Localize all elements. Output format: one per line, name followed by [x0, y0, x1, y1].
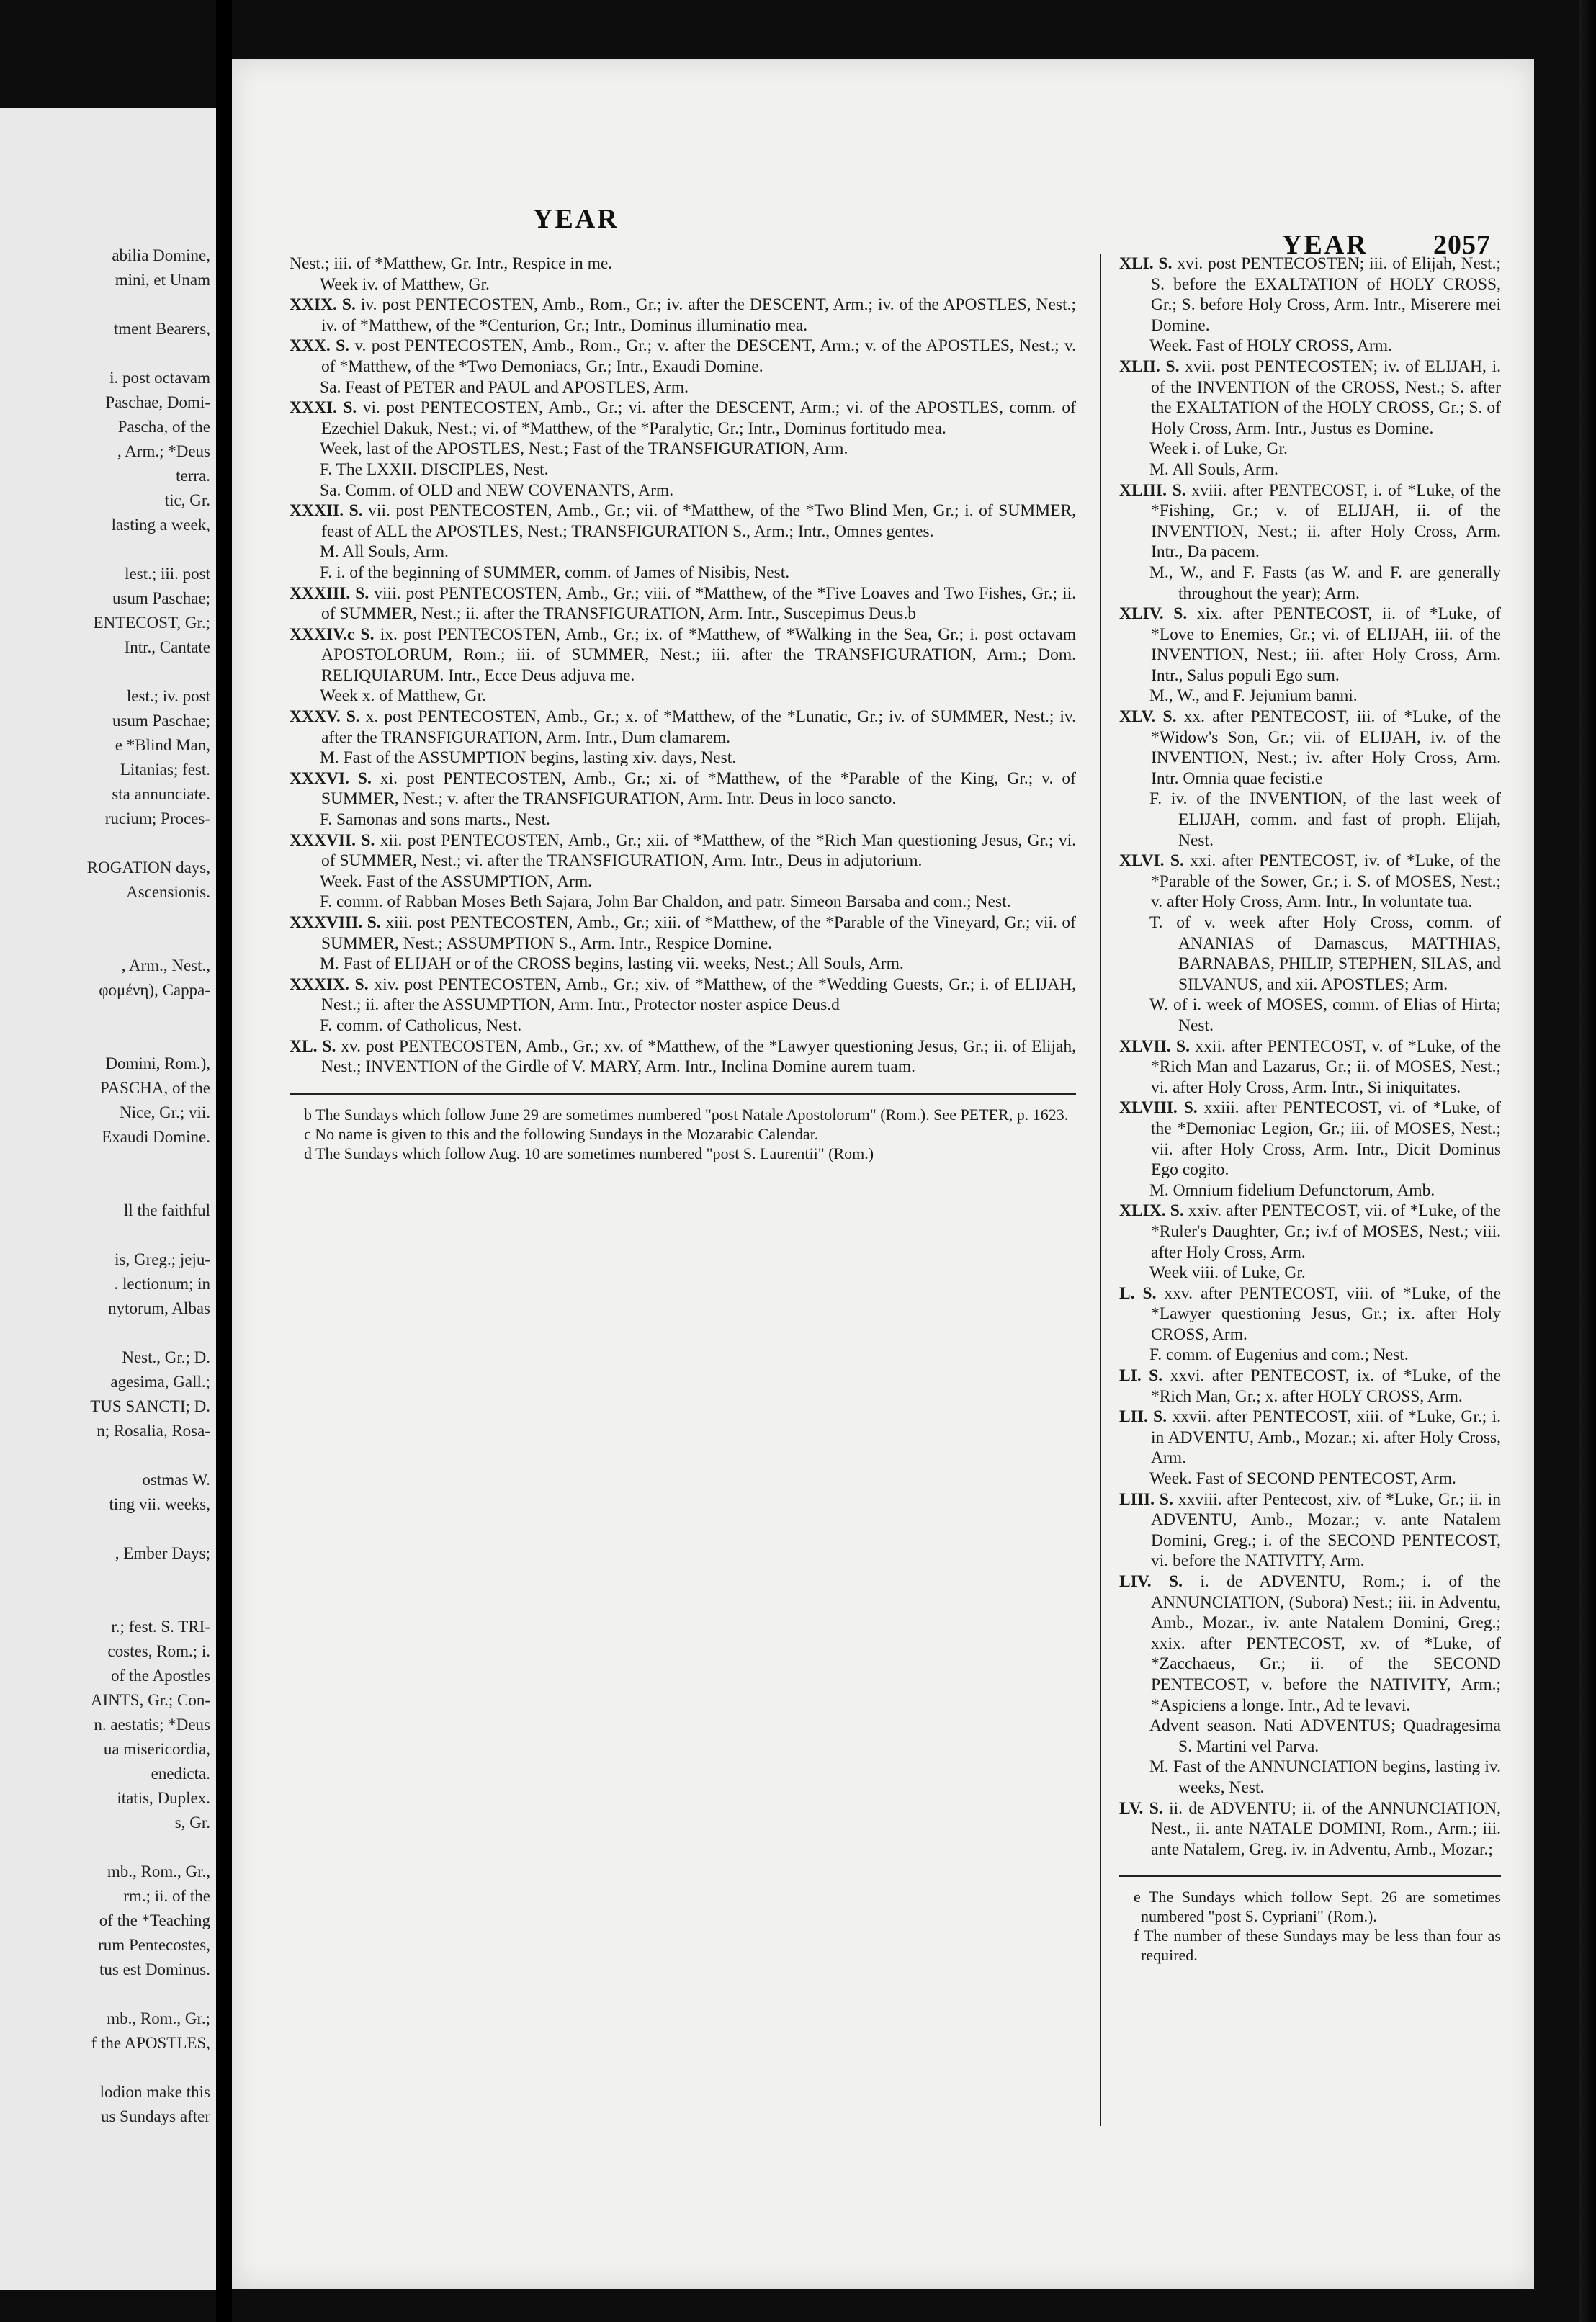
calendar-note: [1119, 686, 1501, 707]
calendar-note: [1119, 1716, 1501, 1757]
facing-page-line: lasting a week,: [111, 516, 210, 534]
entry-number: XXXVIII. S.: [290, 913, 381, 932]
facing-page-line: tic, Gr.: [164, 491, 210, 509]
entry-text: v. post PENTECOSTEN, Amb., Rom., Gr.; v. after the DESCENT, Arm.; v. of the APOSTLES, Nest.; v. of *Matthew, of the *Two Demoniacs, Gr.; Intr., Exaudi Domine.: [321, 336, 1077, 376]
entry-text: W. of i. week of MOSES, comm. of Elias of Hirta; Nest.: [1149, 995, 1501, 1035]
calendar-note: [1119, 1757, 1501, 1798]
entry-text: M. All Souls, Arm.: [1149, 460, 1278, 479]
entry-number: LI. S.: [1119, 1366, 1163, 1386]
calendar-note: [290, 562, 1076, 583]
entry-text: xviii. after PENTECOST, i. of *Luke, of the *Fishing, Gr.; v. of ELIJAH, ii. of the INVENTION, Nest.; ii. after Holy Cross, Arm. Intr., Da pacem.: [1151, 480, 1501, 562]
facing-page-line: r.; fest. S. TRI-: [111, 1618, 210, 1636]
facing-page-line: . lectionum; in: [114, 1275, 210, 1293]
calendar-note: [1119, 460, 1501, 480]
facing-page-line: usum Paschae;: [112, 589, 210, 607]
entry-text: vii. post PENTECOSTEN, Amb., Gr.; vii. of *Matthew, of the *Two Blind Men, Gr.; i. of SUMMER, feast of ALL the APOSTLES, Nest.; TRANSFIGURATION S., Arm.; Intr., Omnes gentes.: [321, 501, 1076, 541]
footnote: d The Sundays which follow Aug. 10 are sometimes numbered "post S. Laurentii" (Rom.): [304, 1144, 874, 1162]
calendar-entry: [1119, 357, 1501, 439]
entry-text: vi. post PENTECOSTEN, Amb., Gr.; vi. after the DESCENT, Arm.; vi. of the APOSTLES, comm. of Ezechiel Dakuk, Nest.; vi. of *Matthew, of the *Paralytic, Gr.; Intr., Dominus fortitudo mea.: [321, 398, 1077, 438]
calendar-entry: [290, 974, 1076, 1016]
entry-text: Week x. of Matthew, Gr.: [320, 686, 486, 706]
calendar-entry: [1119, 254, 1501, 336]
entry-number: XXXV. S.: [290, 707, 360, 727]
facing-page-line: f the APOSTLES,: [91, 2034, 210, 2052]
facing-page-line: e *Blind Man,: [115, 736, 210, 754]
entry-text: M., W., and F. Fasts (as W. and F. are generally throughout the year); Arm.: [1149, 562, 1501, 603]
entry-text: xii. post PENTECOSTEN, Amb., Gr.; xii. of *Matthew, of the *Rich Man questioning Jesus, Gr.; vi. of SUMMER, Nest.; vi. after the TRANSFIGURATION, Arm. Intr., Deus in adjutorium.: [321, 830, 1076, 871]
calendar-note: [1119, 1263, 1501, 1283]
entry-number: XLVIII. S.: [1119, 1098, 1198, 1118]
facing-page-line: ll the faithful: [123, 1201, 210, 1219]
facing-page-line: lest.; iii. post: [125, 565, 210, 583]
entry-text: ii. de ADVENTU; ii. of the ANNUNCIATION, Nest., ii. ante NATALE DOMINI, Rom., Arm.; iii. ante Natalem, Greg. iv. in Adventu, Amb., Mozar.;: [1151, 1798, 1502, 1859]
calendar-note: [1119, 1180, 1501, 1201]
calendar-note: [1119, 1469, 1501, 1489]
entry-number: XLII. S.: [1119, 357, 1180, 376]
entry-text: Week iv. of Matthew, Gr.: [320, 274, 490, 294]
entry-text: xxv. after PENTECOST, viii. of *Luke, of the *Lawyer questioning Jesus, Gr.; ix. after Holy CROSS, Arm.: [1151, 1283, 1501, 1344]
calendar-entry: [290, 501, 1076, 542]
entry-text: F. The LXXII. DISCIPLES, Nest.: [320, 460, 549, 479]
entry-text: xvii. post PENTECOSTEN; iv. of ELIJAH, i. of the INVENTION of the CROSS, Nest.; S. after the EXALTATION of the HOLY CROSS, Gr.; S. of Holy Cross, Arm. Intr., Justus es Domine.: [1151, 357, 1501, 438]
entry-text: xxvii. after PENTECOST, xiii. of *Luke, Gr.; i. in ADVENTU, Amb., Mozar.; xi. after Holy Cross, Arm.: [1151, 1407, 1501, 1468]
calendar-entry: [290, 1036, 1076, 1077]
entry-text: xix. after PENTECOST, ii. of *Luke, of *Love to Enemies, Gr.; vi. of ELIJAH, iii. of the INVENTION, Nest.; iii. after Holy Cross, Arm. Intr., Salus populi Ego sum.: [1151, 604, 1501, 685]
calendar-note: [290, 377, 1076, 398]
entry-number: XXXII. S.: [290, 501, 363, 521]
calendar-note: [1119, 562, 1501, 604]
facing-page-line: itatis, Duplex.: [117, 1789, 210, 1807]
entry-number: XXIX. S.: [290, 295, 356, 315]
calendar-entry: [1119, 1036, 1501, 1098]
scan-edge: [1579, 0, 1596, 2322]
calendar-entry: [1119, 1201, 1501, 1263]
book-gutter: [216, 0, 232, 2322]
entry-text: xi. post PENTECOSTEN, Amb., Gr.; xi. of *Matthew, of the *Parable of the King, Gr.; v. of SUMMER, Nest.; v. after the TRANSFIGURATION, Arm. Intr. Deus in loco sancto.: [321, 768, 1076, 809]
entry-text: F. iv. of the INVENTION, of the last week of ELIJAH, comm. and fast of proph. Elijah, Nest.: [1149, 789, 1501, 850]
entry-number: XLIX. S.: [1119, 1201, 1184, 1221]
entry-text: xiii. post PENTECOSTEN, Amb., Gr.; xiii. of *Matthew, of the *Parable of the Vineyard, Gr.; vii. of SUMMER, Nest.; ASSUMPTION S., Arm. Intr., Respice Domine.: [321, 913, 1077, 953]
entry-text: Sa. Feast of PETER and PAUL and APOSTLES, Arm.: [320, 377, 689, 397]
entry-text: xvi. post PENTECOSTEN; iii. of Elijah, Nest.; S. before the EXALTATION of HOLY CROSS, Gr.; S. before Holy Cross, Arm. Intr., Miserere mei Domine.: [1151, 254, 1501, 335]
entry-number: XLIV. S.: [1119, 604, 1188, 624]
entry-text: M. Fast of the ANNUNCIATION begins, lasting iv. weeks, Nest.: [1149, 1757, 1501, 1797]
entry-number: LII. S.: [1119, 1407, 1167, 1427]
facing-page-line: nytorum, Albas: [108, 1299, 210, 1317]
entry-text: iv. post PENTECOSTEN, Amb., Rom., Gr.; iv. after the DESCENT, Arm.; iv. of the APOSTLES, Nest.; iv. of *Matthew, of the *Centurion, Gr.; Intr., Dominus illuminatio mea.: [321, 295, 1077, 335]
entry-text: xxviii. after Pentecost, xiv. of *Luke, Gr.; ii. in ADVENTU, Amb., Mozar.; v. ante Natalem Domini, Greg.; i. of the SECOND PENTECOST, vi. before the NATIVITY, Arm.: [1151, 1489, 1501, 1571]
facing-page-line: tment Bearers,: [113, 320, 210, 338]
entry-number: XXXIII. S.: [290, 583, 369, 603]
right-column: [1119, 254, 1501, 1965]
entry-text: Nest.; iii. of *Matthew, Gr. Intr., Respice in me.: [290, 254, 613, 273]
calendar-note: [1119, 336, 1501, 357]
entry-text: M. Omnium fidelium Defunctorum, Amb.: [1149, 1180, 1435, 1200]
facing-page-line: Nice, Gr.; vii.: [120, 1103, 210, 1121]
facing-page-line: n. aestatis; *Deus: [94, 1716, 210, 1734]
entry-number: XXX. S.: [290, 336, 350, 356]
entry-text: Week. Fast of the ASSUMPTION, Arm.: [320, 871, 593, 891]
facing-page-line: Domini, Rom.),: [105, 1054, 210, 1072]
entry-text: i. de ADVENTU, Rom.; i. of the ANNUNCIATION, (Subora) Nest.; iii. in Adventu, Amb., Mozar., iv. ante Natalem Domini, Greg.; xxix. after PENTECOST, xv. of *Luke, of *Zacchaeus, Gr.; ii. of the SECOND PENTECOST, v. before the NATIVITY, Arm.; *Aspiciens a longe. Intr., Ad te levavi.: [1151, 1572, 1501, 1715]
calendar-note: [290, 542, 1076, 562]
calendar-entry: [1119, 1489, 1501, 1572]
entry-number: XXXIV.c S.: [290, 624, 375, 644]
calendar-note: [1119, 995, 1501, 1036]
calendar-entry: [1119, 1407, 1501, 1469]
facing-page-line: ostmas W.: [142, 1471, 210, 1489]
entry-number: XXXVII. S.: [290, 830, 375, 850]
entry-number: LIV. S.: [1119, 1572, 1183, 1591]
entry-text: F. comm. of Eugenius and com.; Nest.: [1149, 1345, 1409, 1365]
facing-page-line: i. post octavam: [109, 369, 210, 387]
entry-number: XXXI. S.: [290, 398, 357, 418]
calendar-entry: [290, 830, 1076, 871]
footnote-rule: [1119, 1875, 1501, 1877]
entry-number: XLVII. S.: [1119, 1036, 1190, 1056]
calendar-entry: [290, 336, 1076, 377]
entry-number: LIII. S.: [1119, 1489, 1173, 1509]
entry-text: Week viii. of Luke, Gr.: [1149, 1263, 1306, 1283]
footnote: b The Sundays which follow June 29 are sometimes numbered "post Natale Apostolorum" (Rom.). See PETER, p. 1623.: [304, 1105, 1069, 1124]
calendar-note: [290, 254, 1076, 274]
entry-number: XLV. S.: [1119, 707, 1177, 727]
calendar-entry: [1119, 707, 1501, 789]
facing-page-line: ROGATION days,: [86, 859, 210, 877]
facing-page-line: tus est Dominus.: [99, 1960, 210, 1978]
facing-page-line: rum Pentecostes,: [98, 1936, 210, 1954]
facing-page-line: ENTECOST, Gr.;: [93, 614, 210, 632]
entry-text: xxii. after PENTECOST, v. of *Luke, of the *Rich Man and Lazarus, Gr.; ii. of MOSES, Nest.; vi. after Holy Cross, Arm. Intr., Si iniquitates.: [1151, 1036, 1502, 1097]
entry-text: Sa. Comm. of OLD and NEW COVENANTS, Arm.: [320, 480, 674, 500]
calendar-note: [290, 480, 1076, 501]
calendar-entry: [1119, 1572, 1501, 1716]
entry-number: XXXIX. S.: [290, 974, 369, 994]
calendar-note: [290, 892, 1076, 913]
footnote-rule: [290, 1093, 1076, 1095]
entry-number: LV. S.: [1119, 1798, 1163, 1818]
facing-page-line: , Arm.; *Deus: [117, 442, 210, 460]
facing-page-line: ting vii. weeks,: [109, 1495, 210, 1513]
entry-text: M. Fast of the ASSUMPTION begins, lasting xiv. days, Nest.: [320, 748, 737, 768]
facing-page-line: φομένη), Cappa-: [99, 981, 210, 999]
calendar-note: [1119, 1345, 1501, 1366]
facing-page-line: agesima, Gall.;: [110, 1373, 210, 1391]
facing-page-line: , Arm., Nest.,: [121, 956, 210, 974]
calendar-entry: [290, 707, 1076, 748]
entry-text: Week. Fast of SECOND PENTECOST, Arm.: [1149, 1469, 1456, 1489]
entry-text: T. of v. week after Holy Cross, comm. of ANANIAS of Damascus, MATTHIAS, BARNABAS, PHILIP, STEPHEN, SILAS, and SILVANUS, and xii. APOSTLES; Arm.: [1149, 913, 1501, 994]
entry-text: ix. post PENTECOSTEN, Amb., Gr.; ix. of *Matthew, of *Walking in the Sea, Gr.; i. post octavam APOSTOLORUM, Rom.; iii. of SUMMER, Nest.; iii. after the TRANSFIGURATION, Arm.; Dom. RELIQUIARUM. Intr., Ecce Deus adjuva me.: [321, 624, 1077, 685]
entry-number: XXXVI. S.: [290, 768, 372, 788]
entry-text: xxvi. after PENTECOST, ix. of *Luke, of the *Rich Man, Gr.; x. after HOLY CROSS, Arm.: [1151, 1366, 1502, 1406]
facing-page-line: Exaudi Domine.: [102, 1128, 210, 1146]
calendar-entry: [290, 768, 1076, 810]
facing-page-line: Litanias; fest.: [120, 761, 210, 779]
entry-text: Advent season. Nati ADVENTUS; Quadragesima S. Martini vel Parva.: [1149, 1716, 1501, 1756]
facing-page-line: Nest., Gr.; D.: [122, 1348, 210, 1366]
facing-page-line: s, Gr.: [174, 1814, 210, 1832]
calendar-entry: [290, 913, 1076, 954]
facing-page-line: lodion make this: [99, 2083, 210, 2101]
entry-number: XLIII. S.: [1119, 480, 1186, 500]
calendar-entry: [290, 583, 1076, 624]
entry-text: M. Fast of ELIJAH or of the CROSS begins, lasting vii. weeks, Nest.; All Souls, Arm.: [320, 954, 904, 974]
calendar-note: [290, 871, 1076, 892]
entry-text: Week. Fast of HOLY CROSS, Arm.: [1149, 336, 1392, 356]
calendar-entry: [290, 624, 1076, 686]
footnote: c No name is given to this and the following Sundays in the Mozarabic Calendar.: [304, 1124, 819, 1143]
calendar-note: [290, 954, 1076, 974]
facing-page-line: abilia Domine,: [112, 246, 210, 264]
entry-number: XL. S.: [290, 1036, 336, 1056]
calendar-entry: [1119, 1098, 1501, 1180]
calendar-note: [290, 686, 1076, 707]
entry-text: Week, last of the APOSTLES, Nest.; Fast of the TRANSFIGURATION, Arm.: [320, 439, 848, 459]
facing-page-line: mini, et Unam: [115, 271, 210, 289]
entry-text: F. i. of the beginning of SUMMER, comm. of James of Nisibis, Nest.: [320, 562, 790, 582]
entry-text: x. post PENTECOSTEN, Amb., Gr.; x. of *Matthew, of the *Lunatic, Gr.; iv. of SUMMER, Nest.; iv. after the TRANSFIGURATION, Arm. Intr., Dum clamarem.: [321, 707, 1076, 747]
calendar-entry: [1119, 604, 1501, 686]
facing-page-line: Paschae, Domi-: [105, 393, 210, 411]
entry-text: F. comm. of Rabban Moses Beth Sajara, John Bar Chaldon, and patr. Simeon Barsaba and com.; Nest.: [320, 892, 1011, 912]
calendar-note: [290, 748, 1076, 768]
entry-text: xxiii. after PENTECOST, vi. of *Luke, of the *Demoniac Legion, Gr.; iii. of MOSES, Nest.; vii. after Holy Cross, Arm. Intr., Dicit Dominus Ego cogito.: [1151, 1098, 1501, 1180]
entry-text: M. All Souls, Arm.: [320, 542, 449, 562]
entry-number: L. S.: [1119, 1283, 1157, 1303]
facing-page-line: rucium; Proces-: [104, 810, 210, 828]
book-page: [232, 59, 1534, 2289]
calendar-entry: [1119, 1798, 1501, 1860]
facing-page-line: , Ember Days;: [115, 1544, 210, 1562]
calendar-entry: [1119, 1283, 1501, 1345]
facing-page-line: n; Rosalia, Rosa-: [97, 1422, 210, 1440]
facing-page-line: sta annunciate.: [112, 785, 210, 803]
entry-text: F. comm. of Catholicus, Nest.: [320, 1016, 522, 1035]
facing-page-line: Intr., Cantate: [124, 638, 210, 656]
calendar-note: [290, 274, 1076, 295]
calendar-entry: [290, 295, 1076, 336]
facing-page-line: AINTS, Gr.; Con-: [90, 1691, 210, 1709]
facing-page-line: of the Apostles: [111, 1667, 210, 1685]
entry-text: Week i. of Luke, Gr.: [1149, 439, 1288, 459]
entry-text: xv. post PENTECOSTEN, Amb., Gr.; xv. of *Matthew, of the *Lawyer questioning Jesus, Gr.; ii. of Elijah, Nest.; INVENTION of the Girdle of V. MARY, Arm. Intr., Inclina Domine aurem tuam.: [321, 1036, 1077, 1077]
facing-page-line: mb., Rom., Gr.,: [107, 1862, 210, 1881]
column-divider: [1100, 254, 1101, 2126]
facing-page-fragment: [0, 108, 216, 2290]
facing-page-line: lest.; iv. post: [126, 687, 210, 705]
facing-page-line: Pascha, of the: [117, 418, 210, 436]
calendar-entry: [1119, 851, 1501, 913]
calendar-entry: [290, 398, 1076, 439]
entry-text: xxiv. after PENTECOST, vii. of *Luke, of the *Ruler's Daughter, Gr.; iv.f of MOSES, Nest.; viii. after Holy Cross, Arm.: [1151, 1201, 1501, 1262]
entry-text: F. Samonas and sons marts., Nest.: [320, 810, 550, 830]
page-number: 2057: [1433, 230, 1491, 260]
calendar-note: [290, 460, 1076, 480]
entry-number: XLVI. S.: [1119, 851, 1184, 871]
facing-page-line: costes, Rom.; i.: [107, 1642, 210, 1660]
left-column: [290, 254, 1076, 1163]
calendar-entry: [1119, 1366, 1501, 1407]
entry-text: viii. post PENTECOSTEN, Amb., Gr.; viii. of *Matthew, of the *Five Loaves and Two Fishes, Gr.; ii. of SUMMER, Nest.; ii. after the TRANSFIGURATION, Arm. Intr., Suscepimus Deus.b: [321, 583, 1076, 624]
facing-page-line: ua misericordia,: [103, 1740, 210, 1758]
footnote: e The Sundays which follow Sept. 26 are sometimes numbered "post S. Cypriani" (Rom.).: [1134, 1888, 1501, 1926]
facing-page-line: enedicta.: [151, 1765, 210, 1783]
facing-page-line: of the *Teaching: [99, 1911, 210, 1929]
running-head-right: YEAR: [1282, 230, 1368, 260]
footnote: f The number of these Sundays may be less than four as required.: [1134, 1927, 1501, 1965]
facing-page-line: Ascensionis.: [126, 883, 210, 901]
calendar-note: [290, 810, 1076, 830]
entry-text: M., W., and F. Jejunium banni.: [1149, 686, 1358, 706]
running-head-left: YEAR: [533, 204, 619, 234]
facing-page-line: usum Paschae;: [112, 712, 210, 730]
calendar-note: [1119, 439, 1501, 460]
entry-number: XLI. S.: [1119, 254, 1173, 273]
entry-text: xx. after PENTECOST, iii. of *Luke, of the *Widow's Son, Gr.; vii. of ELIJAH, iv. of the INVENTION, Nest.; iv. after Holy Cross, Arm. Intr. Omnia quae fecisti.e: [1151, 707, 1501, 788]
calendar-entry: [1119, 480, 1501, 562]
calendar-note: [1119, 789, 1501, 851]
facing-page-line: terra.: [176, 467, 210, 485]
entry-text: xiv. post PENTECOSTEN, Amb., Gr.; xiv. of *Matthew, of the *Wedding Guests, Gr.; i. of ELIJAH, Nest.; ii. after the ASSUMPTION, Arm. Intr., Protector noster aspice Deus.d: [321, 974, 1076, 1015]
facing-page-line: TUS SANCTI; D.: [90, 1397, 210, 1415]
facing-page-line: us Sundays after: [100, 2107, 210, 2125]
facing-page-line: rm.; ii. of the: [123, 1887, 210, 1905]
calendar-note: [290, 1016, 1076, 1036]
calendar-note: [1119, 913, 1501, 995]
entry-text: xxi. after PENTECOST, iv. of *Luke, of the *Parable of the Sower, Gr.; i. S. of MOSES, Nest.; v. after Holy Cross, Arm. Intr., In voluntate tua.: [1151, 851, 1501, 912]
calendar-note: [290, 439, 1076, 460]
facing-page-line: mb., Rom., Gr.;: [107, 2009, 210, 2027]
facing-page-line: is, Greg.; jeju-: [115, 1250, 210, 1268]
facing-page-line: PASCHA, of the: [99, 1079, 210, 1097]
